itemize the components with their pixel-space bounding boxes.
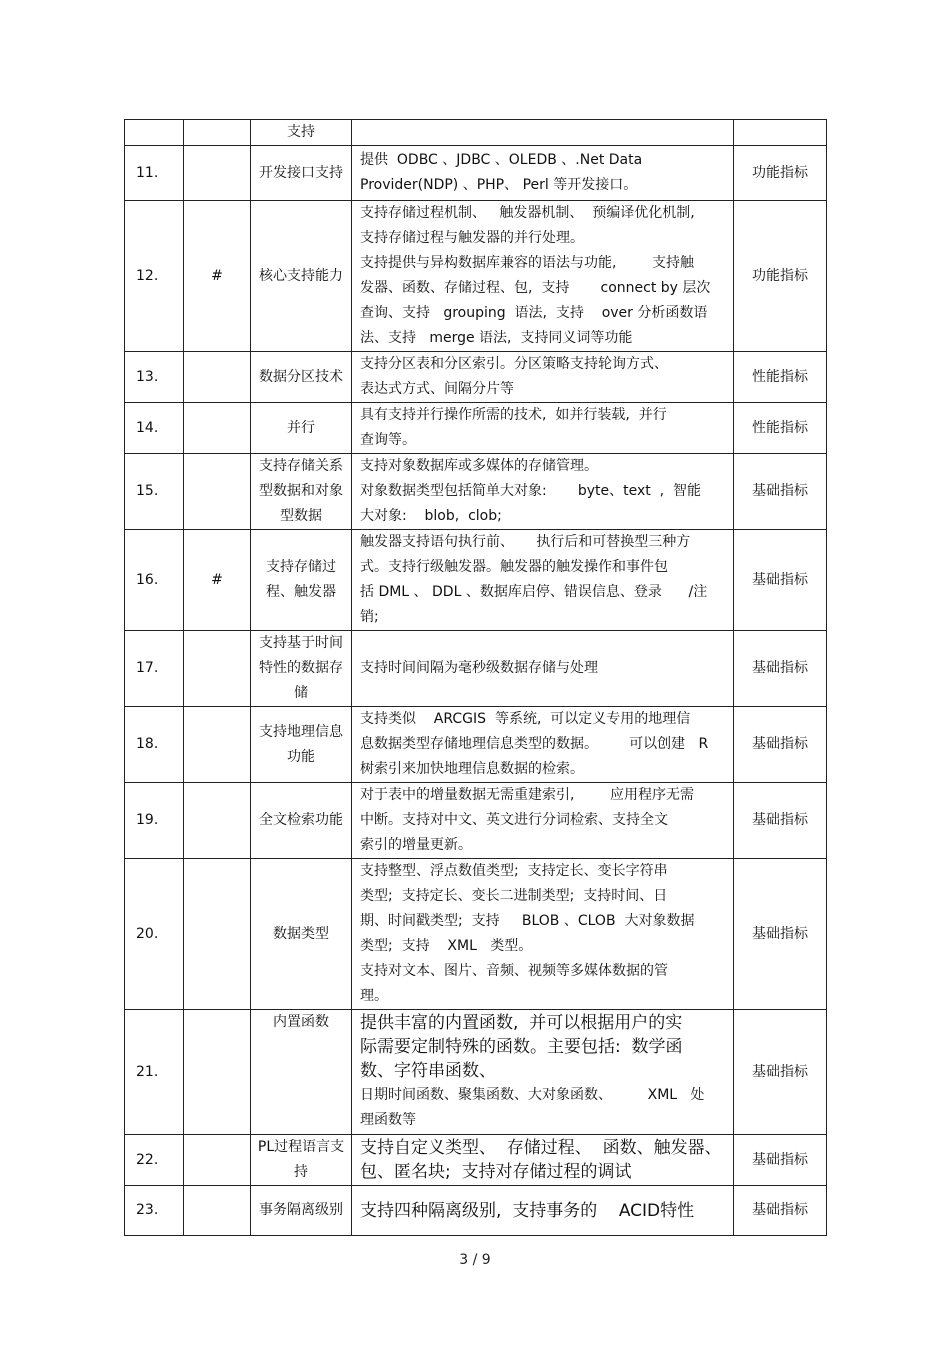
- table-row: [125, 1135, 827, 1186]
- table-row: [125, 454, 827, 530]
- spec-table-body: [125, 120, 827, 1236]
- indicator-type-cell: 基础指标: [734, 1135, 827, 1186]
- indicator-type-cell: 基础指标: [734, 859, 827, 1010]
- feature-name-cell: 数据类型: [251, 859, 352, 1010]
- feature-name-cell: PL过程语言支持: [251, 1135, 352, 1186]
- description-line: 大对象: blob, clob;: [360, 508, 502, 524]
- key-mark-cell: [184, 352, 251, 403]
- feature-name-cell: 并行: [251, 403, 352, 454]
- table-row: [125, 352, 827, 403]
- description-cell: [352, 201, 734, 352]
- description-line: 日期时间函数、聚集函数、大对象函数、 XML 处: [360, 1087, 705, 1103]
- indicator-type-cell: 功能指标: [734, 146, 827, 201]
- row-number-cell: 22.: [125, 1135, 184, 1186]
- description-cell: [352, 631, 734, 707]
- indicator-type-cell: 基础指标: [734, 783, 827, 859]
- description-cell: [352, 530, 734, 631]
- description-line: 查询等。: [360, 432, 416, 448]
- description-line: 法、支持 merge 语法, 支持同义词等功能: [360, 330, 633, 346]
- description-line: 支持对象数据库或多媒体的存储管理。: [360, 458, 598, 474]
- key-mark-cell: [184, 859, 251, 1010]
- description-line: 查询、支持 grouping 语法, 支持 over 分析函数语: [360, 305, 708, 321]
- description-line: Provider(NDP) 、PHP、 Perl 等开发接口。: [360, 177, 638, 193]
- description-cell: [352, 783, 734, 859]
- description-cell: [352, 859, 734, 1010]
- description-cell: [352, 454, 734, 530]
- feature-name-cell: 全文检索功能: [251, 783, 352, 859]
- row-number-cell: 19.: [125, 783, 184, 859]
- description-line: 支持对文本、图片、音频、视频等多媒体数据的管: [360, 963, 668, 979]
- description-cell: [352, 403, 734, 454]
- feature-name-cell: 事务隔离级别: [251, 1186, 352, 1236]
- table-row: [125, 631, 827, 707]
- description-line: 支持提供与异构数据库兼容的语法与功能, 支持触: [360, 255, 695, 271]
- description-line: 树索引来加快地理信息数据的检索。: [360, 761, 584, 777]
- description-line: 具有支持并行操作所需的技术, 如并行装载, 并行: [360, 407, 667, 423]
- row-number-cell: 12.: [125, 201, 184, 352]
- description-line: 类型; 支持定长、变长二进制类型; 支持时间、日: [360, 888, 668, 904]
- key-mark-cell: [184, 454, 251, 530]
- description-line: 提供丰富的内置函数, 并可以根据用户的实: [360, 1013, 683, 1033]
- indicator-type-cell: 基础指标: [734, 1010, 827, 1135]
- indicator-type-cell: 性能指标: [734, 352, 827, 403]
- key-mark-cell: [184, 631, 251, 707]
- description-cell: [352, 146, 734, 201]
- row-number-cell: 23.: [125, 1186, 184, 1236]
- description-line: 支持存储过程机制、 触发器机制、 预编译优化机制,: [360, 205, 695, 221]
- row-number-cell: 21.: [125, 1010, 184, 1135]
- description-line: 支持存储过程与触发器的并行处理。: [360, 230, 584, 246]
- description-line: 支持整型、浮点数值类型; 支持定长、变长字符串: [360, 863, 668, 879]
- key-mark-cell: [184, 120, 251, 146]
- description-cell: [352, 120, 734, 146]
- table-row: [125, 1010, 827, 1135]
- row-number-cell: [125, 120, 184, 146]
- row-number-cell: 18.: [125, 707, 184, 783]
- feature-name-cell: 核心支持能力: [251, 201, 352, 352]
- indicator-type-cell: [734, 120, 827, 146]
- description-line: 式。支持行级触发器。触发器的触发操作和事件包: [360, 559, 668, 575]
- description-line: 对象数据类型包括简单大对象: byte、text , 智能: [360, 483, 702, 499]
- description-line: 理。: [360, 988, 388, 1004]
- indicator-type-cell: 功能指标: [734, 201, 827, 352]
- description-line: 支持时间间隔为毫秒级数据存储与处理: [360, 660, 598, 676]
- row-number-cell: 11.: [125, 146, 184, 201]
- description-line: 数、字符串函数、: [360, 1061, 496, 1081]
- feature-name-cell: 开发接口支持: [251, 146, 352, 201]
- row-number-cell: 14.: [125, 403, 184, 454]
- description-line: 触发器支持语句执行前、 执行后和可替换型三种方: [360, 534, 691, 550]
- key-mark-cell: [184, 707, 251, 783]
- description-line: 中断。支持对中文、英文进行分词检索、支持全文: [360, 812, 668, 828]
- page-number: 3 / 9: [459, 1252, 491, 1268]
- key-mark-cell: [184, 783, 251, 859]
- indicator-type-cell: 基础指标: [734, 631, 827, 707]
- description-line: 销;: [360, 609, 379, 625]
- row-number-cell: 16.: [125, 530, 184, 631]
- description-line: 支持类似 ARCGIS 等系统, 可以定义专用的地理信: [360, 711, 691, 727]
- description-line: 表达式方式、间隔分片等: [360, 381, 514, 397]
- description-line: 支持四种隔离级别, 支持事务的 ACID特性: [360, 1200, 695, 1221]
- table-row: [125, 146, 827, 201]
- row-number-cell: 20.: [125, 859, 184, 1010]
- description-line: 支持自定义类型、 存储过程、 函数、触发器、: [360, 1138, 722, 1158]
- feature-name-cell: 内置函数: [251, 1010, 352, 1135]
- table-row: [125, 530, 827, 631]
- description-cell: [352, 1186, 734, 1236]
- spec-table: [124, 119, 827, 1236]
- description-line: 索引的增量更新。: [360, 837, 472, 853]
- description-line: 提供 ODBC 、JDBC 、OLEDB 、.Net Data: [360, 152, 643, 168]
- feature-name-cell: 数据分区技术: [251, 352, 352, 403]
- key-mark-cell: #: [184, 201, 251, 352]
- key-mark-cell: #: [184, 530, 251, 631]
- key-mark-cell: [184, 1010, 251, 1135]
- row-number-cell: 13.: [125, 352, 184, 403]
- description-line: 发器、函数、存储过程、包, 支持 connect by 层次: [360, 280, 711, 296]
- indicator-type-cell: 基础指标: [734, 1186, 827, 1236]
- table-row: [125, 201, 827, 352]
- description-line: 理函数等: [360, 1112, 416, 1128]
- indicator-type-cell: 性能指标: [734, 403, 827, 454]
- table-row: [125, 120, 827, 146]
- table-row: [125, 707, 827, 783]
- table-row: [125, 403, 827, 454]
- description-line: 类型; 支持 XML 类型。: [360, 938, 533, 954]
- description-line: 对于表中的增量数据无需重建索引, 应用程序无需: [360, 787, 695, 803]
- description-line: 期、时间戳类型; 支持 BLOB 、CLOB 大对象数据: [360, 913, 695, 929]
- table-row: [125, 783, 827, 859]
- feature-name-cell: 支持: [251, 120, 352, 146]
- feature-name-cell: 支持基于时间特性的数据存储: [251, 631, 352, 707]
- key-mark-cell: [184, 146, 251, 201]
- key-mark-cell: [184, 1186, 251, 1236]
- key-mark-cell: [184, 1135, 251, 1186]
- description-cell: [352, 1010, 734, 1135]
- table-row: [125, 859, 827, 1010]
- description-cell: [352, 1135, 734, 1186]
- description-cell: [352, 352, 734, 403]
- row-number-cell: 17.: [125, 631, 184, 707]
- description-line: 括 DML 、 DDL 、数据库启停、错误信息、登录 /注: [360, 584, 708, 600]
- feature-name-cell: 支持地理信息功能: [251, 707, 352, 783]
- row-number-cell: 15.: [125, 454, 184, 530]
- description-cell: [352, 707, 734, 783]
- key-mark-cell: [184, 403, 251, 454]
- indicator-type-cell: 基础指标: [734, 530, 827, 631]
- description-line: 息数据类型存储地理信息类型的数据。 可以创建 R: [360, 736, 709, 752]
- indicator-type-cell: 基础指标: [734, 454, 827, 530]
- description-line: 包、匿名块; 支持对存储过程的调试: [360, 1162, 632, 1182]
- description-line: 际需要定制特殊的函数。主要包括: 数学函: [360, 1037, 683, 1057]
- feature-name-cell: 支持存储过程、触发器: [251, 530, 352, 631]
- description-line: 支持分区表和分区索引。分区策略支持轮询方式、: [360, 356, 668, 372]
- table-row: [125, 1186, 827, 1236]
- indicator-type-cell: 基础指标: [734, 707, 827, 783]
- feature-name-cell: 支持存储关系型数据和对象型数据: [251, 454, 352, 530]
